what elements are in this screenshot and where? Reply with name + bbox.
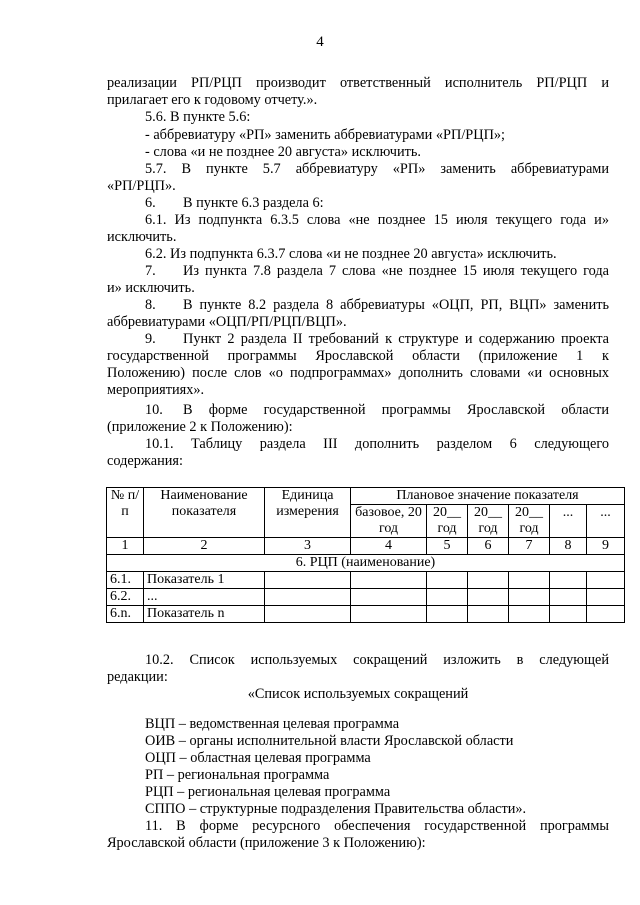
- text-line: «РП/РЦП».: [107, 178, 176, 194]
- table-row: [107, 572, 625, 589]
- page-number: 4: [316, 34, 324, 50]
- col-index: 2: [144, 538, 265, 555]
- header-year: 20__ год: [427, 505, 468, 538]
- header-year: 20__ год: [509, 505, 550, 538]
- text-line: мероприятиях».: [107, 382, 205, 398]
- text-line: В пункте 6.3 раздела 6:: [183, 195, 324, 211]
- header-dots: ...: [550, 505, 587, 538]
- header-unit: Единица измерения: [265, 488, 351, 538]
- indicator-table: [106, 487, 625, 623]
- row-num: 6.2.: [107, 589, 144, 606]
- text-line: Из пункта 7.8 раздела 7 слова «не позднее 15 июля текущего года: [183, 263, 609, 279]
- abbr-item: ОИВ – органы исполнительной власти Ярославской области: [145, 733, 514, 749]
- col-index: 9: [587, 538, 625, 555]
- section-row: 6. РЦП (наименование): [107, 555, 625, 572]
- col-index: 7: [509, 538, 550, 555]
- text-line: (приложение 2 к Положению):: [107, 419, 293, 435]
- text-line: 6.2. Из подпункта 6.3.7 слова «и не позднее 20 августа» исключить.: [145, 246, 557, 262]
- table-row: [107, 606, 625, 623]
- text-line: прилагает его к годовому отчету.».: [107, 92, 318, 108]
- row-num: 6.1.: [107, 572, 144, 589]
- table-row: [107, 589, 625, 606]
- text-line: и» исключить.: [107, 280, 195, 296]
- abbr-list-title: «Список используемых сокращений: [247, 686, 469, 702]
- text-line: 5.7. В пункте 5.7 аббревиатуру «РП» заменить аббревиатурами: [145, 161, 609, 177]
- abbr-item: ВЦП – ведомственная целевая программа: [145, 716, 400, 732]
- row-name: Показатель 1: [144, 572, 265, 589]
- text-line: 6.1. Из подпункта 6.3.5 слова «не позднее 15 июля текущего года и»: [145, 212, 609, 228]
- text-line: исключить.: [107, 229, 177, 245]
- text-line: Положению) после слов «о подпрограммах» дополнить словами «и основных: [107, 365, 609, 381]
- abbr-item: ОЦП – областная целевая программа: [145, 750, 371, 766]
- text-line: - аббревиатуру «РП» заменить аббревиатурами «РП/РЦП»;: [145, 127, 506, 143]
- item-number: 9.: [145, 331, 156, 347]
- row-num: 6.n.: [107, 606, 144, 623]
- text-line: редакции:: [107, 669, 168, 685]
- col-index: 1: [107, 538, 144, 555]
- text-line: 10.2. Список используемых сокращений изложить в следующей: [145, 652, 609, 668]
- text-line: государственной программы Ярославской области (приложение 1 к: [107, 348, 609, 364]
- abbr-item: РП – региональная программа: [145, 767, 330, 783]
- header-plan: Плановое значение показателя: [351, 488, 625, 505]
- item-number: 8.: [145, 297, 156, 313]
- text-line: В форме государственной программы Ярославской области: [183, 402, 609, 418]
- header-base: базовое, 20 год: [351, 505, 427, 538]
- text-line: 5.6. В пункте 5.6:: [145, 109, 251, 125]
- col-index: 4: [351, 538, 427, 555]
- text-line: Ярославской области (приложение 3 к Положению):: [107, 835, 426, 851]
- abbr-item: РЦП – региональная целевая программа: [145, 784, 391, 800]
- text-line: 11. В форме ресурсного обеспечения государственной программы: [145, 818, 609, 834]
- text-line: содержания:: [107, 453, 183, 469]
- row-name: ...: [144, 589, 265, 606]
- abbr-item: СППО – структурные подразделения Правительства области».: [145, 801, 527, 817]
- text-line: Пункт 2 раздела II требований к структуре и содержанию проекта: [183, 331, 609, 347]
- text-line: 10.1. Таблицу раздела III дополнить разделом 6 следующего: [145, 436, 609, 452]
- col-index: 5: [427, 538, 468, 555]
- header-year: 20__ год: [468, 505, 509, 538]
- item-number: 10.: [145, 402, 163, 418]
- text-line: В пункте 8.2 раздела 8 аббревиатуры «ОЦП, РП, ВЦП» заменить: [183, 297, 609, 313]
- col-index: 8: [550, 538, 587, 555]
- col-index: 6: [468, 538, 509, 555]
- text-line: - слова «и не позднее 20 августа» исключить.: [145, 144, 421, 160]
- text-line: реализации РП/РЦП производит ответственный исполнитель РП/РЦП и: [107, 75, 609, 91]
- item-number: 7.: [145, 263, 156, 279]
- header-num: № п/п: [107, 488, 144, 538]
- col-index: 3: [265, 538, 351, 555]
- header-dots: ...: [587, 505, 625, 538]
- item-number: 6.: [145, 195, 156, 211]
- text-line: аббревиатурами «ОЦП/РП/РЦП/ВЦП».: [107, 314, 347, 330]
- row-name: Показатель n: [144, 606, 265, 623]
- header-name: Наименование показателя: [144, 488, 265, 538]
